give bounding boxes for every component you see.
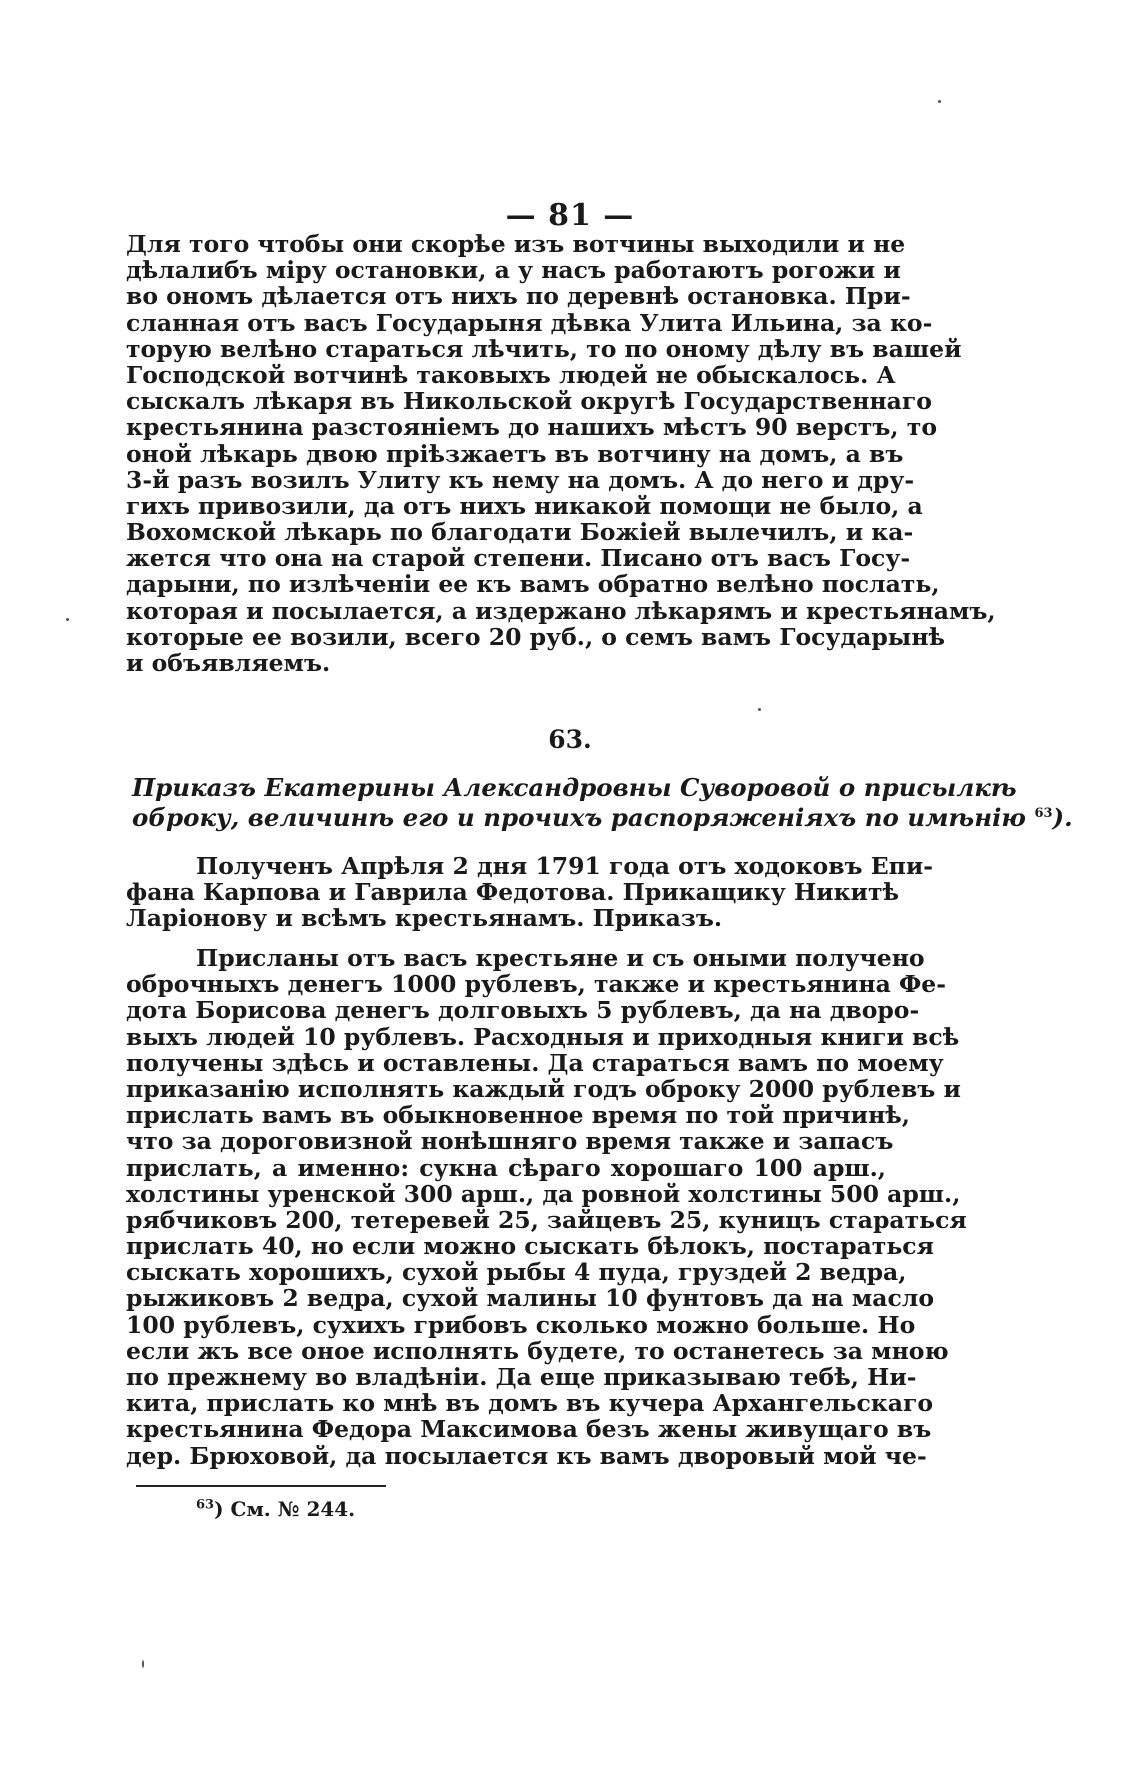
title-end: ). bbox=[1052, 803, 1073, 832]
text-line: холстины уренской 300 арш., да ровной холстины 500 арш., bbox=[126, 1179, 961, 1208]
text-line: приказанію исполнять каждый годъ оброку 2000 рублевъ и bbox=[126, 1074, 961, 1103]
text-line: сланная отъ васъ Государыня дѣвка Улита Ильина, за ко- bbox=[126, 308, 933, 337]
text-line: которая и посылается, а издержано лѣкарямъ и крестьянамъ, bbox=[126, 596, 996, 625]
text-line: рыжиковъ 2 ведра, сухой малины 10 фунтовъ да на масло bbox=[126, 1284, 935, 1313]
text-line: рябчиковъ 200, тетеревей 25, зайцевъ 25, куницъ стараться bbox=[126, 1205, 967, 1234]
text-line: оной лѣкарь двою пріѣзжаетъ въ вотчину на домъ, а въ bbox=[126, 439, 904, 468]
title-line: Приказъ Екатерины Александровны Суворовой о присылкѣ bbox=[132, 773, 1017, 802]
text-line: кита, прислать ко мнѣ въ домъ въ кучера Архангельскаго bbox=[126, 1389, 934, 1418]
text-line: по прежнему во владѣніи. Да еще приказываю тебѣ, Ни- bbox=[126, 1363, 917, 1391]
text-line: прислать вамъ въ обыкновенное время по той причинѣ, bbox=[126, 1101, 910, 1130]
document-title bbox=[132, 773, 1073, 833]
text-line: Для того чтобы они скорѣе изъ вотчины выходили и не bbox=[126, 230, 906, 258]
text-line: дер. Брюховой, да посылается къ вамъ дворовый мой че- bbox=[126, 1441, 927, 1470]
title-line bbox=[132, 803, 1073, 833]
footnote bbox=[196, 1497, 355, 1521]
text-line: что за дороговизной нонѣшняго время также и запасъ bbox=[126, 1127, 894, 1156]
text-line: оброчныхъ денегъ 1000 рублевъ, также и крестьянина Фе- bbox=[126, 970, 946, 999]
title-line-text: оброку, величинѣ его и прочихъ распоряженіяхъ по имѣнію bbox=[132, 803, 1026, 832]
document-number: 63. bbox=[548, 725, 592, 754]
footnote-text: ) См. № 244. bbox=[214, 1497, 356, 1521]
text-line: которые ее возили, всего 20 руб., о семъ вамъ Государынѣ bbox=[126, 622, 946, 651]
text-line: выхъ людей 10 рублевъ. Расходныя и приходныя книги всѣ bbox=[126, 1022, 960, 1051]
text-line: крестьянина Федора Максимова безъ жены живущаго въ bbox=[126, 1415, 932, 1444]
text-line: Господской вотчинѣ таковыхъ людей не обыскалось. А bbox=[126, 360, 896, 389]
text-line: Присланы отъ васъ крестьяне и съ оными получено bbox=[196, 944, 925, 972]
footnote-mark: 63 bbox=[196, 1497, 215, 1513]
scan-speck bbox=[938, 100, 941, 103]
footnote-divider bbox=[136, 1485, 386, 1487]
scan-speck bbox=[142, 1660, 144, 1668]
page-number: — 81 — bbox=[505, 198, 635, 233]
text-line: 3-й разъ возилъ Улиту къ нему на домъ. А до него и дру- bbox=[126, 465, 915, 494]
text-line: если жъ все оное исполнять будете, то останетесь за мною bbox=[126, 1336, 949, 1365]
text-line: сыскать хорошихъ, сухой рыбы 4 пуда, груздей 2 ведра, bbox=[126, 1258, 907, 1287]
text-line: Вохомской лѣкарь по благодати Божіей вылечилъ, и ка- bbox=[126, 518, 914, 547]
order-paragraph bbox=[126, 944, 967, 1470]
text-line: Ларіонову и всѣмъ крестьянамъ. Приказъ. bbox=[126, 904, 723, 933]
scan-speck bbox=[66, 618, 69, 621]
text-line: Полученъ Апрѣля 2 дня 1791 года отъ ходоковъ Епи- bbox=[196, 852, 934, 880]
text-line: прислать, а именно: сукна сѣраго хорошаго 100 арш., bbox=[126, 1153, 886, 1182]
text-line: дарыни, по излѣченіи ее къ вамъ обратно велѣно послать, bbox=[126, 570, 940, 599]
text-line: крестьянина разстояніемъ до нашихъ мѣстъ 90 верстъ, то bbox=[126, 413, 937, 442]
scan-speck bbox=[758, 708, 761, 711]
text-line: гихъ привозили, да отъ нихъ никакой помощи не было, а bbox=[126, 491, 923, 520]
receipt-paragraph bbox=[126, 852, 934, 933]
text-line: прислать 40, но если можно сыскать бѣлокъ, постараться bbox=[126, 1232, 934, 1261]
text-line: жется что она на старой степени. Писано отъ васъ Госу- bbox=[126, 544, 911, 573]
text-line: дота Борисова денегъ долговыхъ 5 рублевъ, да на дворо- bbox=[126, 996, 920, 1025]
continued-paragraph bbox=[126, 230, 996, 677]
footnote-reference: 63 bbox=[1034, 805, 1053, 821]
text-line: фана Карпова и Гаврила Федотова. Прикащику Никитѣ bbox=[126, 878, 900, 907]
text-line: торую велѣно стараться лѣчить, то по оному дѣлу въ вашей bbox=[126, 334, 962, 363]
text-line: во ономъ дѣлается отъ нихъ по деревнѣ остановка. При- bbox=[126, 282, 911, 311]
text-line: получены здѣсь и оставлены. Да стараться вамъ по моему bbox=[126, 1048, 944, 1077]
text-line: 100 рублевъ, сухихъ грибовъ сколько можно больше. Но bbox=[126, 1310, 916, 1339]
text-line: сыскалъ лѣкаря въ Никольской округѣ Государственнаго bbox=[126, 387, 932, 416]
text-line: и объявляемъ. bbox=[126, 649, 331, 677]
text-line: дѣлалибъ міру остановки, а у насъ работаютъ рогожи и bbox=[126, 256, 901, 285]
